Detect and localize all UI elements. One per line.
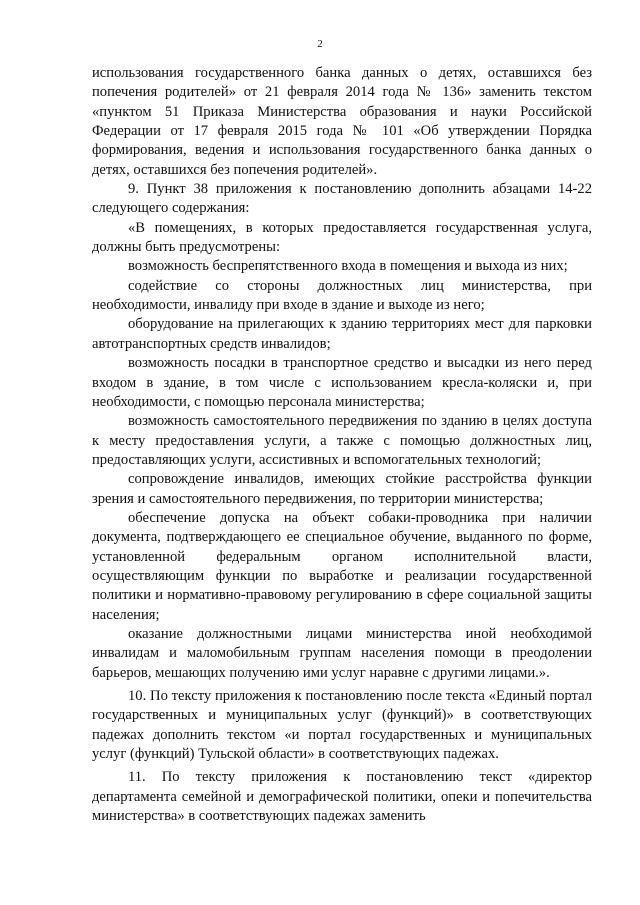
- paragraph-item-10: 10. По тексту приложения к постановлению после текста «Единый портал государственных и муниципальных услуг (функций)» в соответствующих падежах дополнить текстом «и портал государственных и муниципальных услуг (функций) Тульской области» в соответствующих падежах.: [92, 688, 592, 763]
- paragraph-premises-intro: «В помещениях, в которых предоставляется государственная услуга, должны быть предусмотрены:: [92, 219, 592, 256]
- paragraph-staff-assistance: содействие со стороны должностных лиц министерства, при необходимости, инвалиду при входе в здание и выходе из него;: [92, 277, 592, 314]
- paragraph-independent-movement: возможность самостоятельного передвижения по зданию в целях доступа к месту предоставления услуги, а также с помощью должностных лиц, предоставляющих услуги, ассистивных и вспомогательных технологий;: [92, 413, 592, 468]
- paragraph-guide-dog: обеспечение допуска на объект собаки-проводника при наличии документа, подтверждающего ее специальное обучение, выданного по форме, установленной федеральным органом исполнительной власти, осуществляющим функции по выработке и реализации государственной политики и нормативно-правовому регулированию в сфере социальной защиты населения;: [92, 509, 592, 623]
- paragraph-other-assistance: оказание должностными лицами министерства иной необходимой инвалидам и маломобильным группам населения помощи в преодолении барьеров, мешающих получению ими услуг наравне с другими лицами.».: [92, 625, 592, 681]
- paragraph-vehicle-boarding: возможность посадки в транспортное средство и высадки из него перед входом в здание, в том числе с использованием кресла-коляски и, при необходимости, с помощью персонала министерства;: [92, 355, 592, 410]
- paragraph-parking: оборудование на прилегающих к зданию территориях мест для парковки автотранспортных средств инвалидов;: [92, 316, 592, 352]
- paragraph-escort: сопровождение инвалидов, имеющих стойкие расстройства функции зрения и самостоятельного передвижения, по территории министерства;: [92, 471, 592, 507]
- paragraph-item-9: 9. Пункт 38 приложения к постановлению дополнить абзацами 14-22 следующего содержания:: [92, 181, 592, 217]
- page-number: 2: [317, 38, 323, 50]
- paragraph-continuation: использования государственного банка данных о детях, оставшихся без попечения родителей» от 21 февраля 2014 года № 136» заменить текстом «пунктом 51 Приказа Министерства образования и науки Российской Федерации от 17 февраля 2015 года № 101 «Об утверждении Порядка формирования, ведения и использования государственного банка данных о детях, оставшихся без попечения родителей».: [92, 65, 592, 178]
- document-body: [92, 64, 592, 826]
- paragraph-unobstructed-entry: возможность беспрепятственного входа в помещения и выхода из них;: [128, 258, 568, 275]
- paragraph-item-11: 11. По тексту приложения к постановлению текст «директор департамента семейной и демографической политики, опеки и попечительства министерства» в соответствующих падежах заменить: [92, 769, 592, 825]
